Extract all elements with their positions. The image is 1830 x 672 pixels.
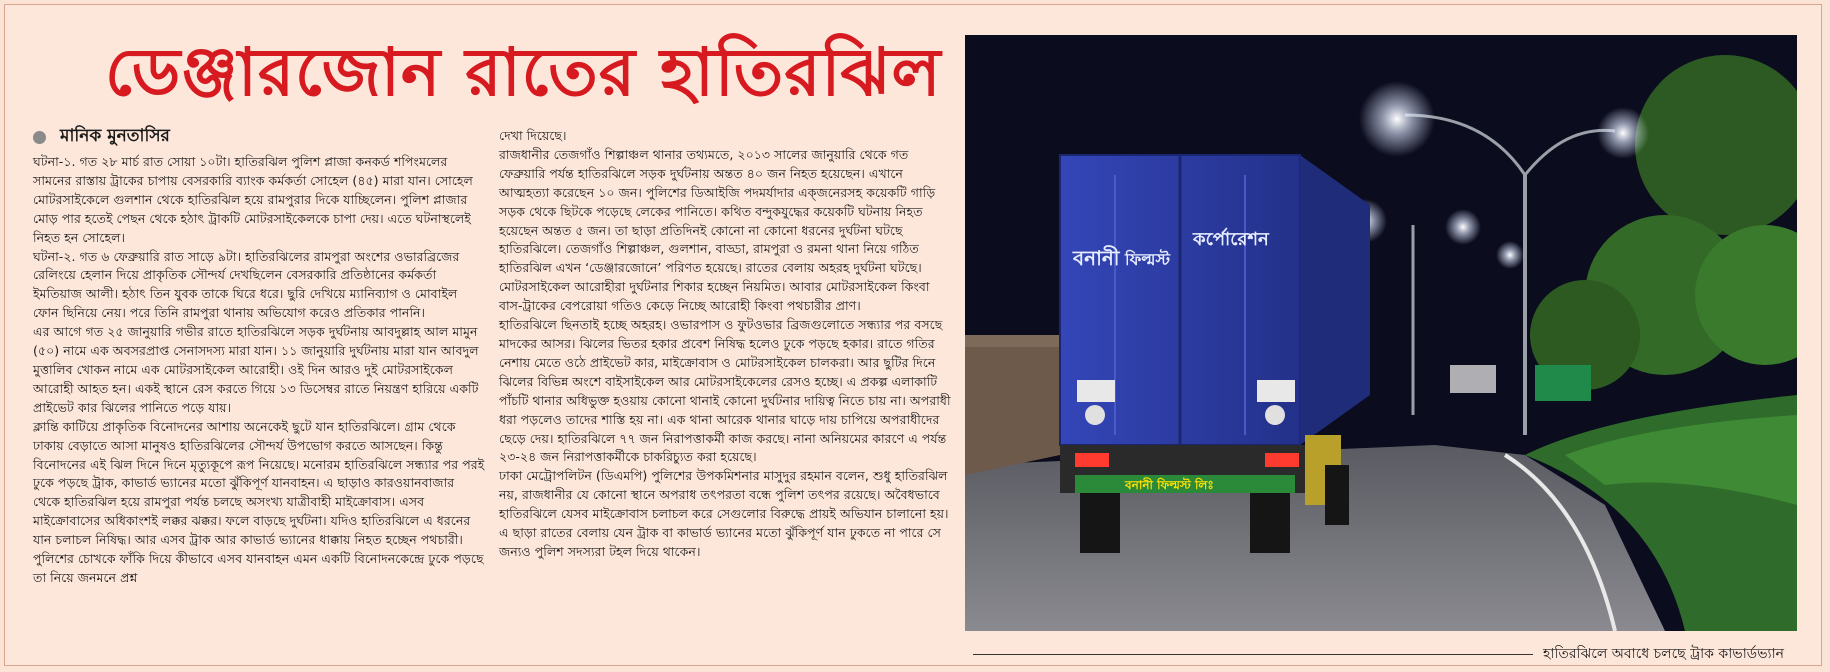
truck-text-left: বনানী	[1073, 246, 1120, 270]
truck-bottom-text: বনানী ফিল্মস্ট লিঃ	[1125, 478, 1214, 492]
byline-author: মানিক মুনতাসির	[60, 126, 170, 146]
paragraph: ঢাকা মেট্রোপলিটন (ডিএমপি) পুলিশের উপকমিশনার মাসুদুর রহমান বলেন, শুধু হাতিরঝিল নয়, রাজধানীর যে কোনো স্থানে অপরাধ তৎপরতা বন্ধে পুলিশ তৎপর রয়েছে। অবৈধভাবে হাতিরঝিলে যেসব মাইক্রোবাস চলাচল করে সেগুলোর বিরুদ্ধে প্রায়ই অভিযান চালানো হয়। এ ছাড়া রাতের বেলায় যেন ট্রাক বা কাভার্ড ভ্যানের মতো ঝুঁকিপূর্ণ যান ঢুকতে না পারে সে জন্যও পুলিশ সদস্যরা টহল দিয়ে থাকেন।	[499, 468, 949, 559]
article-column-1	[33, 153, 485, 588]
paragraph: এর আগে গত ২৫ জানুয়ারি গভীর রাতে হাতিরঝিলে সড়ক দুর্ঘটনায় আবদুল্লাহ আল মামুন (৫০) নামে এক অবসরপ্রাপ্ত সেনাসদস্য মারা যান। ১১ জানুয়ারি দুর্ঘটনায় মারা যান আবদুল মুত্তালিব খোকন নামে এক মোটরসাইকেল আরোহী। ওই দিন আরও দুই মোটরসাইকেল আরোহী আহত হন। একই স্থানে রেস করতে গিয়ে ১৩ ডিসেম্বর রাতে নিয়ন্ত্রণ হারিয়ে একটি প্রাইভেট কার ঝিলের পানিতে পড়ে যায়।	[33, 324, 479, 415]
truck-text-right: কর্পোরেশন	[1193, 229, 1269, 250]
news-photo	[965, 35, 1797, 631]
truck-text-mid: ফিল্মস্ট	[1125, 250, 1170, 269]
photo-caption: হাতিরঝিলে অবাধে চলছে ট্রাক কাভার্ডভ্যান	[1543, 646, 1784, 662]
byline	[33, 123, 170, 151]
paragraph: ঘটনা-২. গত ৬ ফেব্রুয়ারি রাত সাড়ে ৯টা। হাতিরঝিলের রামপুরা অংশের ওভারব্রিজের রেলিংয়ে হেলান দিয়ে প্রাকৃতিক সৌন্দর্য দেখছিলেন বেসরকারি প্রতিষ্ঠানের কর্মকর্তা ইমতিয়াজ আলী। হঠাৎ তিন যুবক তাকে ঘিরে ধরে। ছুরি দেখিয়ে ম্যানিব্যাগ ও মোবাইল ফোন ছিনিয়ে নেয়। পরে তিনি রামপুরা থানায় অভিযোগ করেও প্রতিকার পাননি।	[33, 248, 460, 321]
paragraph: রাজধানীর তেজগাঁও শিল্পাঞ্চল থানার তথ্যমতে, ২০১৩ সালের জানুয়ারি থেকে গত ফেব্রুয়ারি পর্যন্ত হাতিরঝিলে সড়ক দুর্ঘটনায় অন্তত ৪০ জন নিহত হয়েছেন। এখানে আত্মহত্যা করেছেন ১০ জন। পুলিশের ডিআইজি পদমর্যাদার এক্জনেরসহ কয়েকটি গাড়ি সড়ক থেকে ছিটকে পড়েছে লেকের পানিতে। কথিত বন্দুকযুদ্ধের কয়েকটি ঘটনায় নিহত হয়েছেন অন্তত ৫ জন। তা ছাড়া প্রতিদিনই কোনো না কোনো ধরনের দুর্ঘটনা ঘটছে হাতিরঝিলে। তেজগাঁও শিল্পাঞ্চল, গুলশান, বাড্ডা, রামপুরা ও রমনা থানা নিয়ে গঠিত হাতিরঝিল এখন ‘ডেঞ্জারজোনে’ পরিণত হয়েছে। রাতের বেলায় অহরহ দুর্ঘটনা ঘটছে। মোটরসাইকেল আরোহীরা দুর্ঘটনার শিকার হচ্ছেন নিয়মিত। আবার মোটরসাইকেল কিংবা বাস-ট্রাকের বেপরোয়া গতিও কেড়ে নিচ্ছে আরোহী কিংবা পথচারীর প্রাণ।	[499, 146, 936, 314]
caption-rule	[973, 654, 1533, 655]
paragraph: দেখা দিয়েছে।	[499, 128, 567, 143]
paragraph: ক্লান্তি কাটিয়ে প্রাকৃতিক বিনোদনের আশায় অনেকেই ছুটে যান হাতিরঝিলে। গ্রাম থেকে ঢাকায় বেড়াতে আসা মানুষও হাতিরঝিলের সৌন্দর্য উপভোগ করতে আসছেন। কিন্তু বিনোদনের এই ঝিল দিনে দিনে মৃত্যুকূপে রূপ নিয়েছে। মনোরম হাতিরঝিলে সন্ধ্যার পর পরই ঢুকে পড়ছে ট্রাক, কাভার্ড ভ্যানের মতো ঝুঁকিপূর্ণ যানবাহন। এ ছাড়াও কারওয়ানবাজার থেকে হাতিরঝিল হয়ে রামপুরা পর্যন্ত চলছে অসংখ্য যাত্রীবাহী মাইক্রোবাস। এসব মাইক্রোবাসের অধিকাংশই লক্কর ঝক্কর। ফলে বাড়ছে দুর্ঘটনা। যদিও হাতিরঝিলে এ ধরনের যান চলাচল নিষিদ্ধ। আর এসব ট্রাক আর কাভার্ড ভ্যানের ধাক্কায় নিহত হচ্ছেন পথচারী। পুলিশের চোখকে ফাঁকি দিয়ে কীভাবে এসব যানবাহন এমন একটি বিনোদনকেন্দ্রে ঢুকে পড়ছে তা নিয়ে জনমনে প্রশ্ন	[33, 418, 485, 585]
night-road-truck-image	[965, 35, 1797, 631]
headline: ডেঞ্জারজোন রাতের হাতিরঝিল	[105, 33, 942, 111]
newspaper-page	[4, 4, 1822, 666]
paragraph: হাতিরঝিলে ছিনতাই হচ্ছে অহরহ। ওভারপাস ও ফুটওভার ব্রিজগুলোতে সন্ধ্যার পর বসছে মাদকের আসর। ঝিলের ভিতর হকার প্রবেশ নিষিদ্ধ হলেও ঢুকে পড়ছে হকার। রাতে গতির নেশায় মেতে ওঠে প্রাইভেট কার, মাইক্রোবাস ও মোটরসাইকেল চালকরা। আর ছুটির দিনে ঝিলের বিভিন্ন অংশে বাইসাইকেল আর মোটরসাইকেলের রেসও হচ্ছে। এ প্রকল্প এলাকাটি পাঁচটি থানার অধিভুক্ত হওয়ায় কোনো থানাই কোনো দুর্ঘটনার দায়িত্ব নিতে চায় না। অপরাধী ধরা পড়লেও তাদের শাস্তি হয় না। এক থানা আরেক থানার ঘাড়ে দায় চাপিয়ে অপরাধীদের ছেড়ে দেয়। হাতিরঝিলে ৭৭ জন নিরাপত্তাকর্মী কাজ করছে। নানা অনিয়মের কারণে এ পর্যন্ত ২৩-২৪ জন নিরাপত্তাকর্মীকে চাকরিচ্যুত করা হয়েছে।	[499, 317, 951, 465]
paragraph: ঘটনা-১. গত ২৮ মার্চ রাত সোয়া ১০টা। হাতিরঝিল পুলিশ প্লাজা কনকর্ড শপিংমলের সামনের রাস্তায় ট্রাকের চাপায় বেসরকারি ব্যাংক কর্মকর্তা সোহেল (৪৫) মারা যান। সোহেল মোটরসাইকেলে গুলশান থেকে হাতিরঝিল হয়ে রামপুরার দিকে যাচ্ছিলেন। পুলিশ প্লাজার মোড় পার হতেই পেছন থেকে হঠাৎ ট্রাকটি মোটরসাইকেলকে চাপা দেয়। এতে ঘটনাস্থলেই নিহত হন সোহেল।	[33, 154, 473, 245]
article-column-2	[499, 127, 955, 562]
byline-bullet-icon	[33, 131, 46, 144]
